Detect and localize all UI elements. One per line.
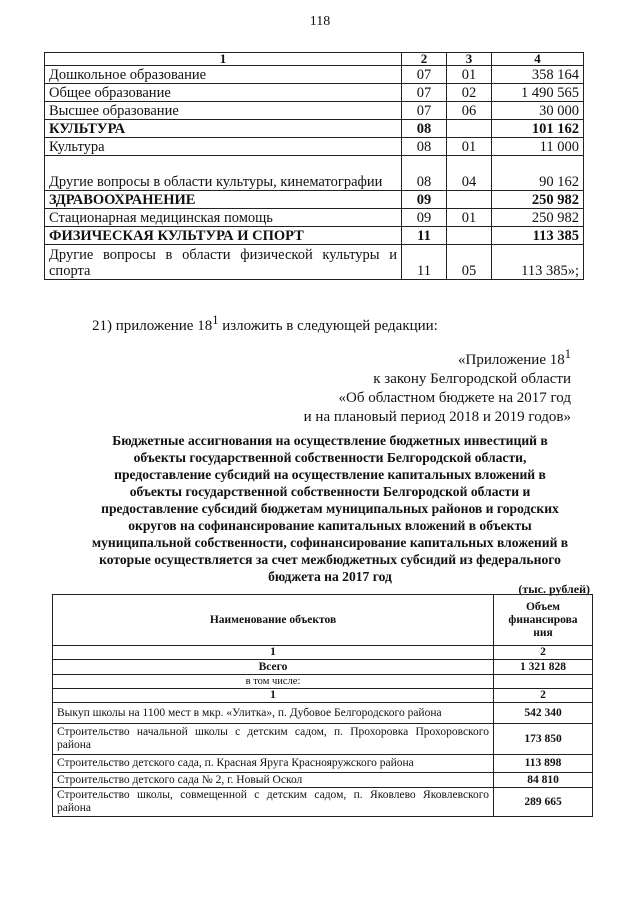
row-amount: 358 164 — [492, 66, 584, 84]
table-row — [45, 66, 584, 84]
header-cell: 1 — [45, 53, 402, 66]
row-section: 11 — [402, 227, 447, 245]
table-row — [53, 703, 593, 724]
header-cell: Наименование объектов — [53, 595, 494, 646]
object-value: 173 850 — [494, 724, 593, 755]
row-name: Дошкольное образование — [45, 66, 402, 84]
header-cell: 3 — [447, 53, 492, 66]
row-name: КУЛЬТУРА — [45, 120, 402, 138]
object-value: 289 665 — [494, 788, 593, 817]
document-title: Бюджетные ассигнования на осуществление бюджетных инвестиций в объекты государственной собственности Белгородской области, предоставление субсидий на осуществление капитальных вложений в объекты государственной собственности Белгородской области и предоставление субсидий бюджетам муниципальных районов и городских округов на софинансирование капитальных вложений в объекты муниципальной собственности, софинансирование капитальных вложений в которые осуществляется за счет межбюджетных субсидий из федерального бюджета на 2017 год — [91, 433, 569, 584]
row-subsection — [447, 120, 492, 138]
object-name: Строительство школы, совмещенной с детским садом, п. Яковлево Яковлевского района — [53, 788, 494, 817]
row-section: 07 — [402, 102, 447, 120]
row-amount: 11 000 — [492, 138, 584, 156]
object-name: Строительство детского сада № 2, г. Новый Оскол — [53, 773, 494, 788]
table-index-row — [53, 689, 593, 703]
table-row — [45, 156, 584, 191]
total-value: 1 321 828 — [494, 660, 593, 675]
total-label: Всего — [53, 660, 494, 675]
row-amount: 250 982 — [492, 209, 584, 227]
object-name: Строительство начальной школы с детским садом, п. Прохоровка Прохоровского района — [53, 724, 494, 755]
table-row — [45, 138, 584, 156]
row-amount: 101 162 — [492, 120, 584, 138]
row-name: Культура — [45, 138, 402, 156]
row-subsection: 05 — [447, 245, 492, 280]
table-index-row — [53, 646, 593, 660]
index-cell: 2 — [494, 646, 593, 660]
budget-table — [44, 52, 584, 280]
table-row — [53, 788, 593, 817]
row-section: 08 — [402, 156, 447, 191]
object-name: Строительство детского сада, п. Красная Яруга Краснояружского района — [53, 755, 494, 773]
amendment-paragraph: 21) приложение $18^1$ изложить в следующей редакции: — [92, 313, 438, 334]
page-number: 118 — [309, 14, 331, 29]
table-row — [53, 724, 593, 755]
object-name: Выкуп школы на 1100 мест в мкр. «Улитка», п. Дубовое Белгородского района — [53, 703, 494, 724]
row-subsection: 02 — [447, 84, 492, 102]
table-row — [53, 773, 593, 788]
row-section: 09 — [402, 209, 447, 227]
table-header-row — [53, 595, 593, 646]
row-section: 07 — [402, 84, 447, 102]
index-cell: 2 — [494, 689, 593, 703]
table-row — [45, 209, 584, 227]
table-row — [53, 755, 593, 773]
table-total-row — [53, 660, 593, 675]
row-section: 08 — [402, 120, 447, 138]
row-amount: 1 490 565 — [492, 84, 584, 102]
row-name: Стационарная медицинская помощь — [45, 209, 402, 227]
unit-label: (тыс. рублей) — [518, 582, 590, 596]
header-cell: 4 — [492, 53, 584, 66]
header-cell: Объем финансирова ния — [494, 595, 593, 646]
including-label: в том числе: — [53, 675, 494, 689]
row-subsection: 01 — [447, 209, 492, 227]
table-row — [45, 84, 584, 102]
table-row — [45, 227, 584, 245]
row-subsection — [447, 191, 492, 209]
index-cell: 1 — [53, 689, 494, 703]
object-value: 542 340 — [494, 703, 593, 724]
table-row — [45, 120, 584, 138]
row-section: 09 — [402, 191, 447, 209]
row-subsection — [447, 227, 492, 245]
row-name: ЗДРАВООХРАНЕНИЕ — [45, 191, 402, 209]
table-header-row — [45, 53, 584, 66]
appendix-heading: «Приложение $18^1$ к закону Белгородской области «Об областном бюджете на 2017 год и на плановый период 2018 и 2019 годов» — [303, 347, 571, 425]
table-row — [45, 191, 584, 209]
table-row — [45, 245, 584, 280]
row-name: Высшее образование — [45, 102, 402, 120]
header-cell: 2 — [402, 53, 447, 66]
row-subsection: 04 — [447, 156, 492, 191]
row-name: ФИЗИЧЕСКАЯ КУЛЬТУРА И СПОРТ — [45, 227, 402, 245]
investment-table — [52, 594, 593, 817]
row-amount: 30 000 — [492, 102, 584, 120]
table-subheading-row — [53, 675, 593, 689]
object-value: 84 810 — [494, 773, 593, 788]
row-subsection: 01 — [447, 138, 492, 156]
row-amount: 250 982 — [492, 191, 584, 209]
row-amount: 90 162 — [492, 156, 584, 191]
object-value: 113 898 — [494, 755, 593, 773]
table-row — [45, 102, 584, 120]
row-section: 08 — [402, 138, 447, 156]
row-amount: 113 385»; — [492, 245, 584, 280]
row-section: 07 — [402, 66, 447, 84]
row-section: 11 — [402, 245, 447, 280]
row-amount: 113 385 — [492, 227, 584, 245]
row-subsection: 06 — [447, 102, 492, 120]
row-name: Другие вопросы в области физической культуры и спорта — [45, 245, 402, 280]
index-cell: 1 — [53, 646, 494, 660]
row-name: Общее образование — [45, 84, 402, 102]
row-subsection: 01 — [447, 66, 492, 84]
row-name: Другие вопросы в области культуры, кинематографии — [45, 156, 402, 191]
empty-cell — [494, 675, 593, 689]
